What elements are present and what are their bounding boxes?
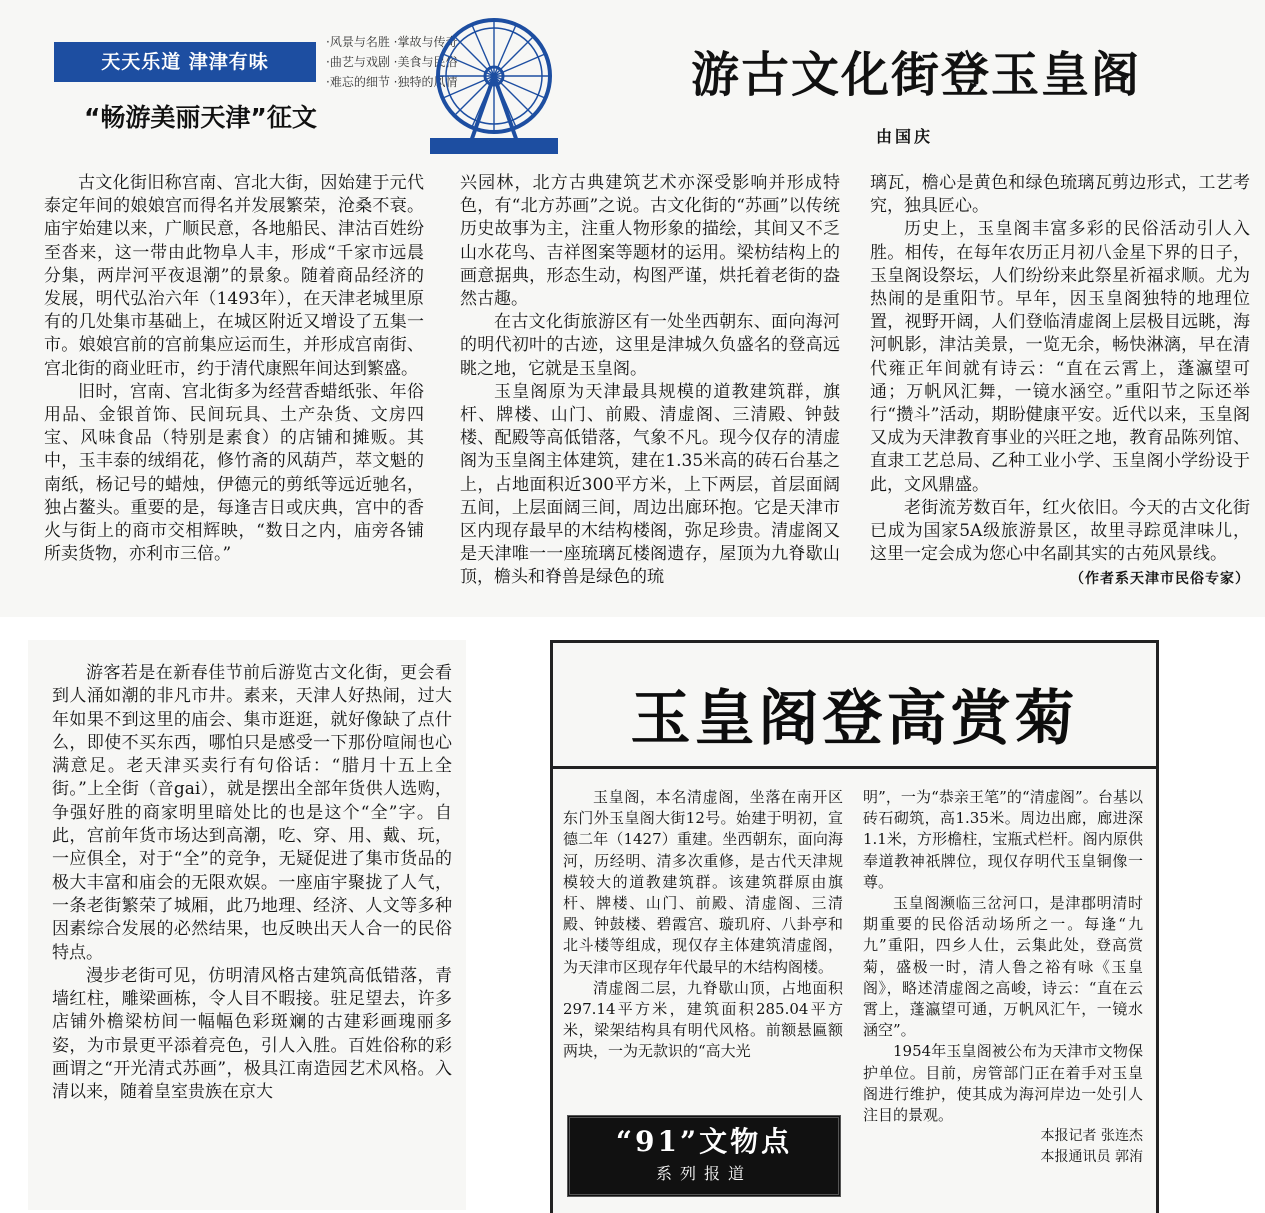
article2-column-2 [863, 787, 1143, 1169]
ferris-wheel-icon [428, 10, 560, 154]
paragraph: 1954年玉皇阁被公布为天津市文物保护单位。目前，房管部门正在着手对玉皇阁进行维护，使其成为海河岸边一处引人注目的景观。 [863, 1042, 1143, 1125]
series-title: “91”文物点 [615, 1125, 793, 1158]
paragraph: 玉皇阁原为天津最具规模的道教建筑群，旗杆、牌楼、山门、前殿、清虚阁、三清殿、钟鼓楼、配殿等高低错落，气象不凡。现今仅存的清虚阁为玉皇阁主体建筑，建在1.35米高的砖石台基之上，占地面积近300平方米，上下两层，首层面阔五间，上层面阔三间，周边出廊环抱。它是天津市区内现存最早的木结构楼阁，弥足珍贵。清虚阁又是天津唯一一座琉璃瓦楼阁遗存，屋顶为九脊歇山顶，檐头和脊兽是绿色的琉 [460, 381, 840, 588]
paragraph: 在古文化街旅游区有一处坐西朝东、面向海河的明代初叶的古迹，这里是津城久负盛名的登高远眺之地，它就是玉皇阁。 [460, 312, 840, 379]
article-continuation-clipping [28, 640, 466, 1210]
article-column-3 [870, 172, 1250, 592]
paragraph: 玉皇阁，本名清虚阁，坐落在南开区东门外玉皇阁大街12号。始建于明初，宣德二年（1427）重建。坐西朝东，面向海河，历经明、清多次重修，是古代天津规模较大的道教建筑群。该建筑群原由旗杆、牌楼、山门、前殿、清虚阁、三清殿、钟鼓楼、碧霞宫、璇玑府、八卦亭和北斗楼等组成，现仅存主体建筑清虚阁，为天津市区现存年代最早的木结构阁楼。 [563, 788, 843, 976]
article-headline: 游古文化街登玉皇阁 [690, 47, 1141, 103]
paragraph: 清虚阁二层，九脊歇山顶，占地面积297.14平方米，建筑面积285.04平方米，梁架结构具有明代风格。前额悬匾额两块，一为无款识的“高大光 [563, 978, 843, 1061]
article-headline-2: 玉皇阁登高赏菊 [630, 684, 1079, 754]
banner-topic: ·风景与名胜 ·掌故与传奇 [326, 35, 458, 49]
article2-column-1 [563, 787, 843, 1063]
author-note: （作者系天津市民俗专家） [1070, 571, 1250, 588]
column-banner [44, 10, 560, 154]
paragraph: 漫步老街可见，仿明清风格古建筑高低错落，青墙红柱，雕梁画栋，令人目不暇接。驻足望去，许多店铺外檐梁枋间一幅幅色彩斑斓的古建彩画瑰丽多姿，为市景更平添着亮色，引人入胜。百姓俗称的彩画谓之“开光清式苏画”，极具江南造园艺术风格。入清以来，随着皇室贵族在京大 [52, 965, 452, 1103]
paragraph: 璃瓦，檐心是黄色和绿色琉璃瓦剪边形式，工艺考究，独具匠心。 [870, 173, 1250, 217]
banner-slogan-strip: 天天乐道 津津有味 [54, 42, 316, 82]
paragraph: 玉皇阁濒临三岔河口，是津郡明清时期重要的民俗活动场所之一。每逢“九九”重阳，四乡人仕，云集此处，登高赏菊，盛极一时，清人鲁之裕有咏《玉皇阁》，略述清虚阁之高峻，诗云：“直在云霄上，蓬瀛望可通，万帆风汇午，一镜水涵空”。 [863, 894, 1143, 1040]
article-byline: 由国庆 [876, 127, 934, 146]
paragraph: 旧时，宫南、宫北街多为经营香蜡纸张、年俗用品、金银首饰、民间玩具、土产杂货、文房四宝、风味食品（特别是素食）的店铺和摊贩。其中，玉丰泰的绒绢花，修竹斋的风葫芦，萃文魁的南纸，杨记号的蜡烛，伊德元的剪纸等远近驰名，独占鳌头。重要的是，每逢吉日或庆典，宫中的香火与街上的商市交相辉映，“数日之内，庙旁各铺所卖货物，亦利市三倍。” [44, 381, 424, 565]
paragraph: 历史上，玉皇阁丰富多彩的民俗活动引人入胜。相传，在每年农历正月初八金星下界的日子，玉皇阁设祭坛，人们纷纷来此祭星祈福求顺。尤为热闹的是重阳节。早年，因玉皇阁独特的地理位置，视野开阔，人们登临清虚阁上层极目远眺，海河帆影，津沽美景，一览无余，畅快淋漓，早在清代雍正年间就有诗云：“直在云霄上，蓬瀛望可通；万帆风汇舞，一镜水涵空。”重阳节之际还举行“攒斗”活动，期盼健康平安。近代以来，玉皇阁又成为天津教育事业的兴旺之地，教育品陈列馆、直隶工艺总局、乙种工业小学、玉皇阁小学纷设于此，文风鼎盛。 [870, 219, 1250, 495]
banner-topic: ·难忘的细节 ·独特的风情 [326, 75, 458, 89]
paragraph: 明”，一为“恭亲王笔”的“清虚阁”。台基以砖石砌筑，高1.35米。周边出廊，廊进深1.1米，方形檐柱，宝瓶式栏杆。阁内原供奉道教神祇牌位，现仅存明代玉皇铜像一尊。 [863, 788, 1143, 891]
article-clipping-second [550, 640, 1159, 1213]
paragraph: 古文化街旧称宫南、宫北大街，因始建于元代泰定年间的娘娘宫而得名并发展繁荣，沧桑不衰。庙宇始建以来，广顺民意，各地船民、津沽百姓纷至沓来，这一带由此物阜人丰，形成“千家市远晨分集，两岸河平夜退潮”的景象。随着商品经济的发展，明代弘治六年（1493年），在天津老城里原有的几处集市基础上，在城区附近又增设了五集一市。娘娘宫前的宫前集应运而生，并形成宫南街、宫北街的商业旺市，约于清代康熙年间达到繁盛。 [44, 173, 424, 379]
contest-title: “畅游美丽天津”征文 [84, 103, 317, 132]
paragraph: 老街流芳数百年，红火依旧。今天的古文化街已成为国家5A级旅游景区，故里寻踪觅津味儿，这里一定会成为您心中名副其实的古苑风景线。 [870, 497, 1250, 565]
headline-divider [553, 766, 1156, 769]
paragraph: 兴园林，北方古典建筑艺术亦深受影响并形成特色，有“北方苏画”之说。古文化街的“苏画”以传统历史故事为主，注重人物形象的描绘，其间又不乏山水花鸟、吉祥图案等题材的运用。梁枋结构上的画意据典，形态生动，构图严谨，烘托着老街的盎然古趣。 [460, 173, 840, 310]
banner-topic: ·曲艺与戏剧 ·美食与民俗 [326, 55, 458, 69]
article-column-4 [52, 662, 452, 1105]
article-column-1 [44, 172, 424, 566]
series-label-box [567, 1115, 841, 1197]
reporter-credit: 本报记者 张连杰 [1040, 1128, 1143, 1145]
series-subtitle: 系列报道 [655, 1164, 752, 1183]
paragraph: 游客若是在新春佳节前后游览古文化街，更会看到人涌如潮的非凡市井。素来，天津人好热闹，过大年如果不到这里的庙会、集市逛逛，就好像缺了点什么，即使不买东西，哪怕只是感受一下那份喧闹也心满意足。老天津买卖行有句俗话：“腊月十五上全街。”上全街（音gai），就是摆出全部年货供人选购，争强好胜的商家明里暗处比的也是这个“全”字。自此，宫前年货市场达到高潮，吃、穿、用、戴、玩，一应俱全，对于“全”的竞争，无疑促进了集市货品的极大丰富和庙会的无限欢娱。一座庙宇聚拢了人气，一条老街繁荣了城厢，此乃地理、经济、人文等多种因素综合发展的必然结果，也反映出天人合一的民俗特点。 [52, 663, 452, 963]
correspondent-credit: 本报通讯员 郭洧 [1040, 1149, 1143, 1166]
article-column-2 [460, 172, 840, 590]
